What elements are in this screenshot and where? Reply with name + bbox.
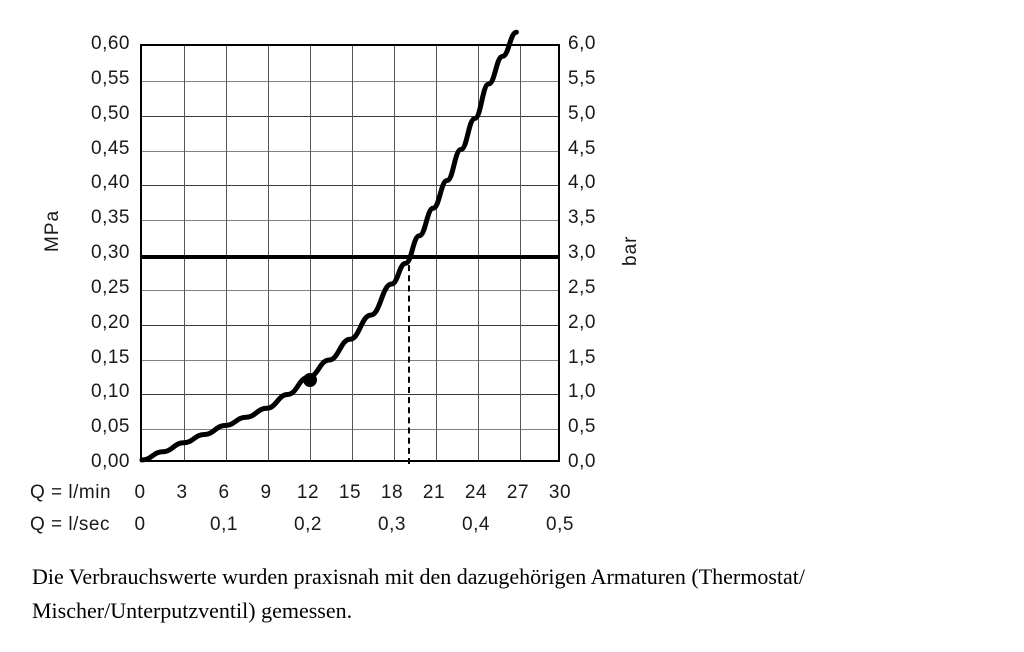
y-tick-label-right: 4,0	[568, 172, 596, 194]
data-point-marker	[303, 373, 317, 387]
y-tick-label-left: 0,15	[91, 346, 130, 368]
x-tick-label: 0,1	[210, 514, 238, 535]
y-tick-label-right: 2,0	[568, 311, 596, 333]
y-tick-label-left: 0,55	[91, 67, 130, 89]
x-tick-label: 15	[338, 482, 362, 503]
x-axis-row-label-lsec: Q = l/sec	[30, 514, 110, 535]
caption	[32, 560, 972, 628]
x-tick-label: 0,4	[462, 514, 490, 535]
x-tick-label: 18	[380, 482, 404, 503]
y-tick-label-right: 3,0	[568, 242, 596, 263]
y-tick-label-left: 0,00	[91, 451, 130, 472]
y-tick-label-left: 0,50	[91, 102, 130, 124]
curve-series-druckverlust	[142, 46, 558, 460]
x-tick-label: 0,3	[378, 514, 406, 535]
y-axis-label-right: bar	[620, 235, 641, 266]
x-tick-label: 0	[134, 514, 146, 535]
caption-line-2: Mischer/Unterputzventil) gemessen.	[32, 598, 353, 623]
x-tick-label: 12	[296, 482, 320, 503]
x-tick-label: 3	[176, 482, 188, 503]
y-axis-label-left: MPa	[42, 209, 63, 252]
x-axis-row-label-lmin: Q = l/min	[30, 482, 112, 503]
y-tick-label-right: 4,5	[568, 137, 596, 159]
x-tick-label: 30	[548, 482, 572, 503]
x-tick-label: 21	[422, 482, 446, 503]
y-tick-label-right: 0,5	[568, 416, 596, 438]
plot-area	[140, 44, 560, 462]
y-tick-label-left: 0,20	[91, 311, 130, 333]
x-tick-label: 0,5	[546, 514, 574, 535]
y-tick-label-left: 0,40	[91, 172, 130, 194]
y-tick-label-right: 1,5	[568, 346, 596, 368]
y-tick-label-right: 5,5	[568, 67, 596, 89]
y-tick-label-left: 0,05	[91, 416, 130, 438]
drop-line-indicator	[408, 255, 410, 464]
reference-line-3-bar	[142, 255, 558, 259]
x-tick-label: 24	[464, 482, 488, 503]
y-tick-label-right: 2,5	[568, 276, 596, 298]
x-tick-label: 27	[506, 482, 530, 503]
y-tick-label-right: 6,0	[568, 33, 596, 54]
y-tick-label-right: 3,5	[568, 207, 596, 229]
y-tick-label-right: 1,0	[568, 381, 596, 403]
y-tick-label-left: 0,60	[91, 33, 130, 54]
y-tick-label-right: 5,0	[568, 102, 596, 124]
y-tick-label-left: 0,10	[91, 381, 130, 403]
x-tick-label: 0,2	[294, 514, 322, 535]
caption-line-1: Die Verbrauchswerte wurden praxisnah mit den dazugehörigen Armaturen (Thermostat/	[32, 564, 805, 589]
y-tick-label-left: 0,45	[91, 137, 130, 159]
y-tick-label-left: 0,30	[91, 242, 130, 263]
y-tick-label-right: 0,0	[568, 451, 596, 472]
x-tick-label: 6	[218, 482, 230, 503]
x-tick-label: 9	[260, 482, 272, 503]
y-tick-label-left: 0,35	[91, 207, 130, 229]
y-tick-label-left: 0,25	[91, 276, 130, 298]
x-tick-label: 0	[134, 482, 146, 503]
